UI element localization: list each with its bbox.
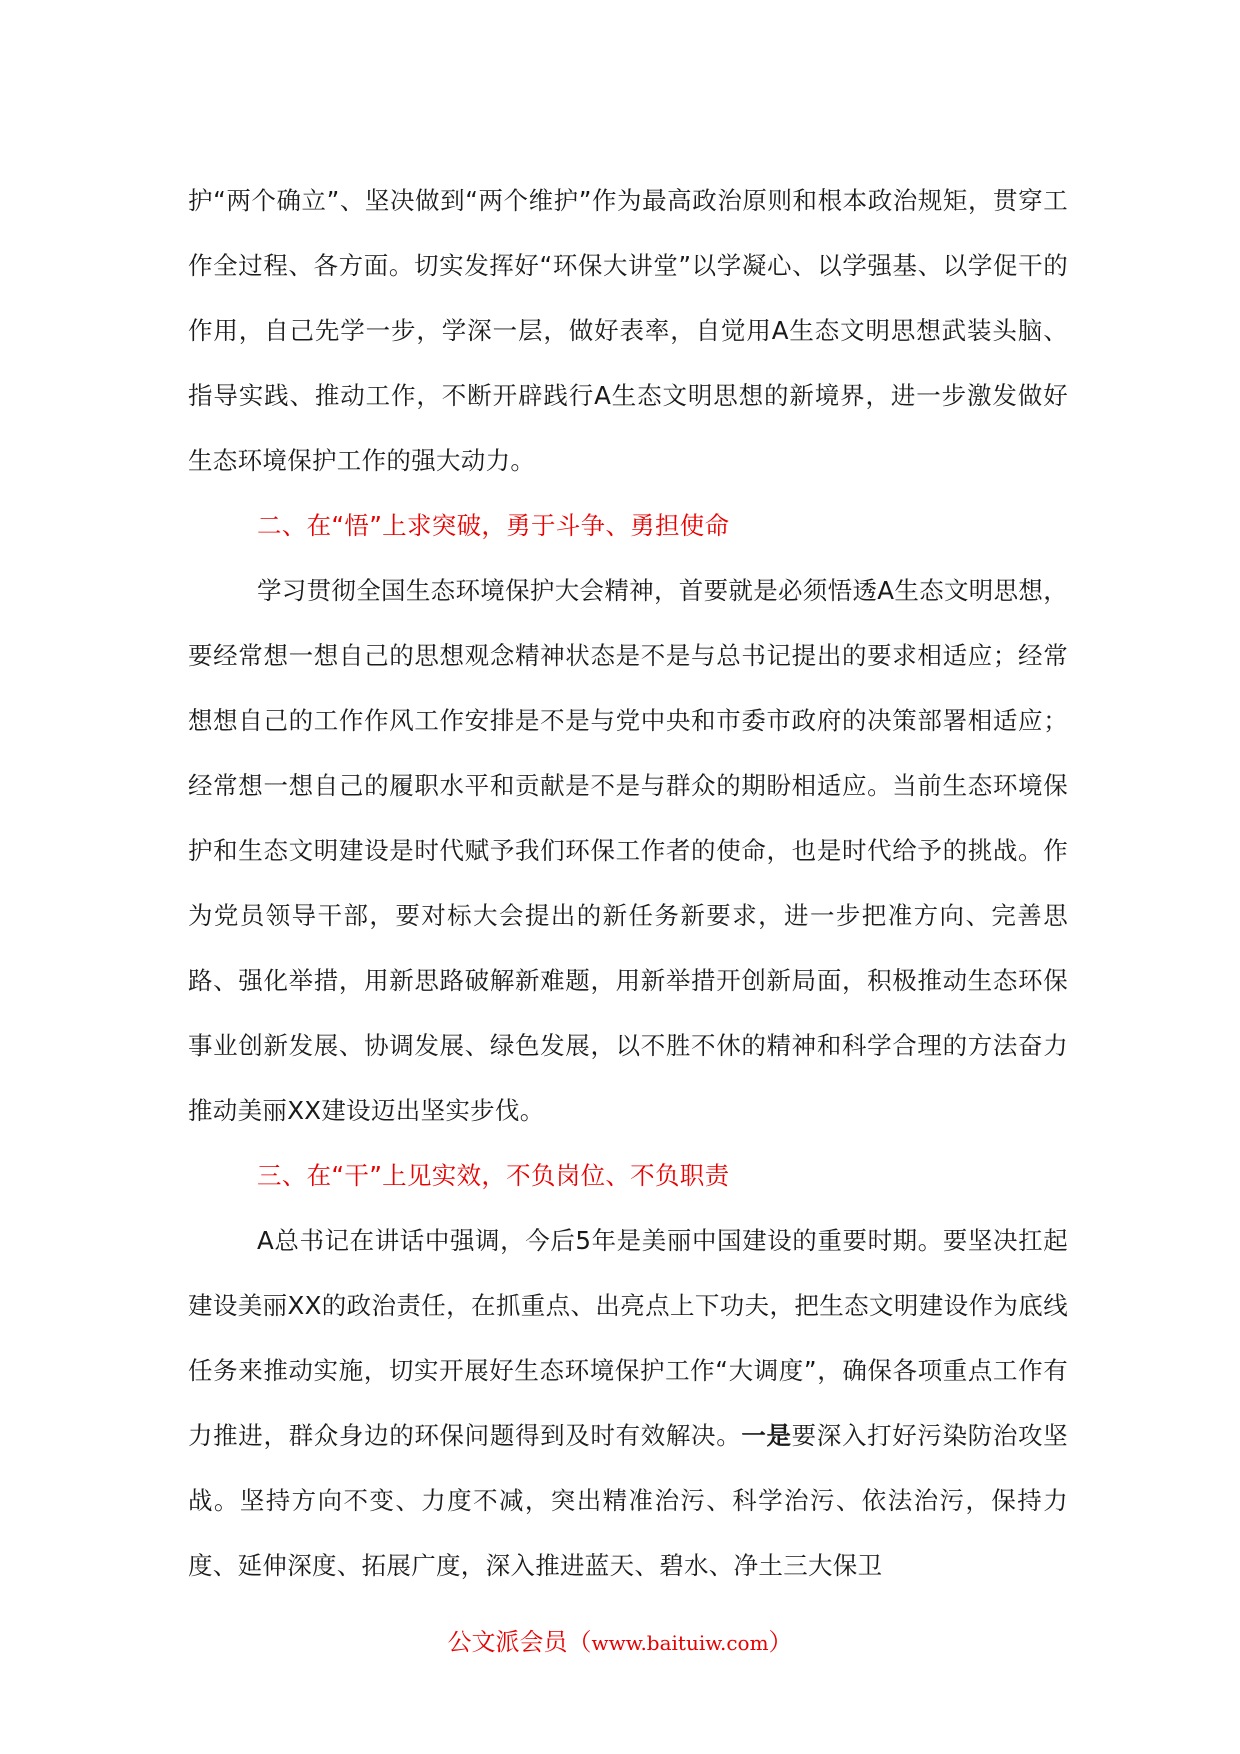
paragraph-3 [188, 1208, 1068, 1598]
footer-watermark [0, 1622, 1240, 1663]
paragraph-3-text-b: 要深入打好污染防治攻坚战。坚持方向不变、力度不减，突出精准治污、科学治污、依法治污，保持力度、延伸深度、拓展广度，深入推进蓝天、碧水、净土三大保卫 [188, 1421, 1068, 1580]
footer-url[interactable]: www.baituiw.com [591, 1631, 769, 1655]
paragraph-1: 护“两个确立”、坚决做到“两个维护”作为最高政治原则和根本政治规矩，贯穿工作全过程、各方面。切实发挥好“环保大讲堂”以学凝心、以学强基、以学促干的作用，自己先学一步，学深一层，做好表率，自觉用A生态文明思想武装头脑、指导实践、推动工作，不断开辟践行A生态文明思想的新境界，进一步激发做好生态环境保护工作的强大动力。 [188, 186, 1068, 475]
paragraph-2: 学习贯彻全国生态环境保护大会精神，首要就是必须悟透A生态文明思想，要经常想一想自己的思想观念精神状态是不是与总书记提出的要求相适应；经常想想自己的工作作风工作安排是不是与党中央和市委市政府的决策部署相适应；经常想一想自己的履职水平和贡献是不是与群众的期盼相适应。当前生态环境保护和生态文明建设是时代赋予我们环保工作者的使命，也是时代给予的挑战。作为党员领导干部，要对标大会提出的新任务新要求，进一步把准方向、完善思路、强化举措，用新思路破解新难题，用新举措开创新局面，积极推动生态环保事业创新发展、协调发展、绿色发展，以不胜不休的精神和科学合理的方法奋力推动美丽XX建设迈出坚实步伐。 [188, 576, 1068, 1125]
section-heading-3: 三、在“干”上见实效，不负岗位、不负职责 [257, 1161, 730, 1190]
document-body [188, 168, 1068, 1598]
footer-close: ） [768, 1628, 793, 1656]
footer-name: 公文派会员（ [447, 1628, 592, 1656]
section-heading-2: 二、在“悟”上求突破，勇于斗争、勇担使命 [257, 511, 730, 540]
paragraph-3-text-a: A总书记在讲话中强调，今后5年是美丽中国建设的重要时期。要坚决扛起建设美丽XX的政治责任，在抓重点、出亮点上下功夫，把生态文明建设作为底线任务来推动实施，切实开展好生态环境保护工作“大调度”，确保各项重点工作有力推进，群众身边的环保问题得到及时有效解决。 [188, 1226, 1068, 1450]
paragraph-3-bold-lead: 一是 [741, 1421, 792, 1450]
